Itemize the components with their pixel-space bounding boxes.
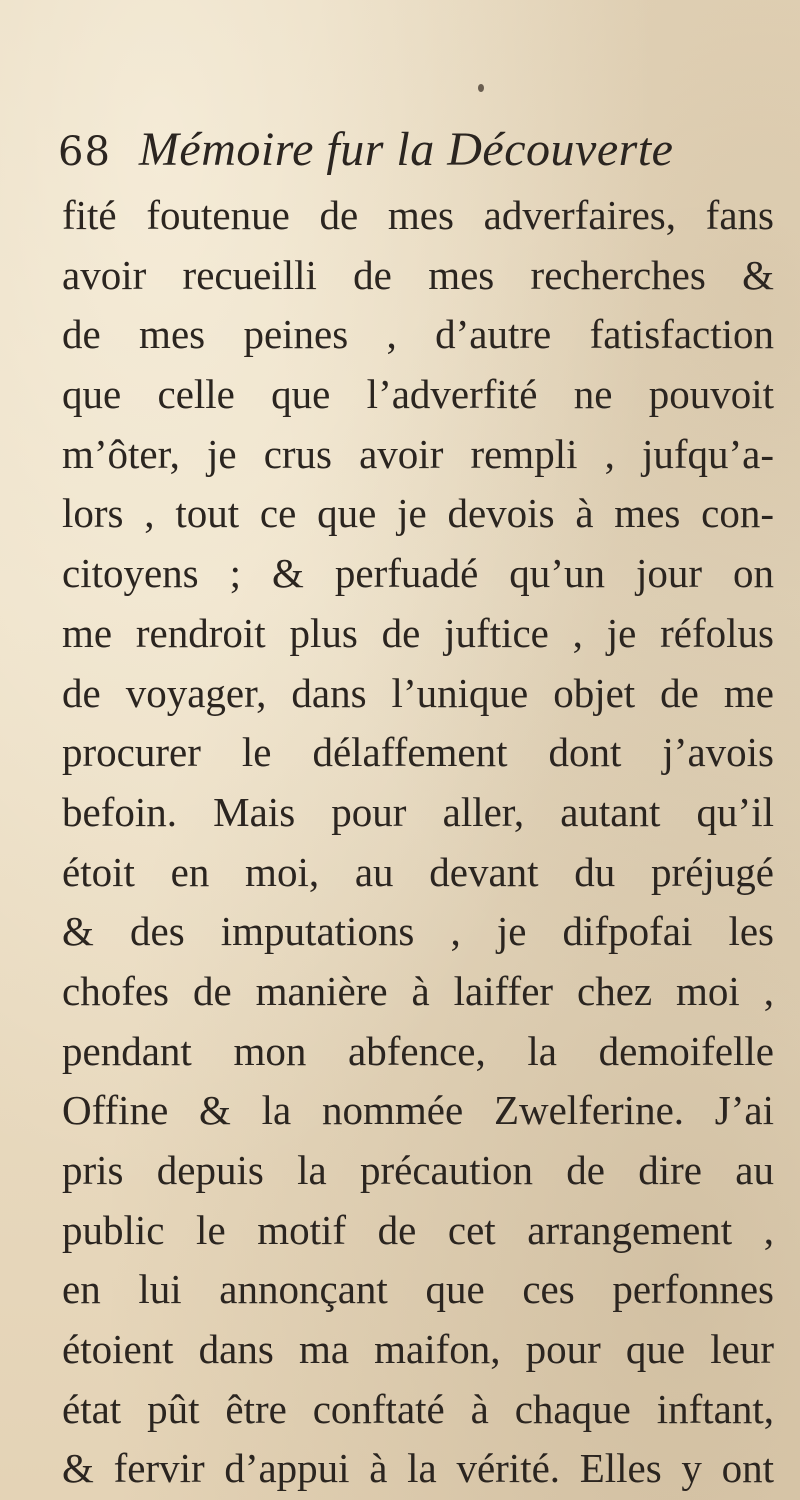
text-line: citoyens ; & perfuadé qu’un jour on <box>62 550 774 597</box>
page-number: 68 <box>58 129 111 175</box>
text-line: de mes peines , d’autre fatisfaction <box>62 311 774 358</box>
text-line: m’ôter, je crus avoir rempli , jufqu’a- <box>62 430 774 477</box>
text-line: étoit en moi, au devant du préjugé <box>62 848 774 895</box>
text-line: pendant mon abfence, la demoifelle <box>62 1027 774 1074</box>
running-header <box>58 122 778 182</box>
text-line: me rendroit plus de juftice , je réfolus <box>62 609 774 656</box>
text-line: de voyager, dans l’unique objet de me <box>62 669 774 716</box>
text-line: en lui annonçant que ces perfonnes <box>62 1266 774 1313</box>
text-line: Offine & la nommée Zwelferine. J’ai <box>62 1087 774 1134</box>
text-line: & des imputations , je difpofai les <box>62 908 774 955</box>
text-line: état pût être conftaté à chaque inftant, <box>62 1385 774 1432</box>
text-line: public le motif de cet arrangement , <box>62 1206 774 1253</box>
ink-speck <box>478 84 484 92</box>
text-line: que celle que l’adverfité ne pouvoit <box>62 371 774 418</box>
text-line: chofes de manière à laiffer chez moi , <box>62 967 774 1014</box>
text-line: avoir recueilli de mes recherches & <box>62 251 774 298</box>
body-text <box>62 186 774 1499</box>
text-line: & fervir d’appui à la vérité. Elles y ont <box>62 1445 774 1492</box>
text-line: procurer le délaffement dont j’avois <box>62 729 774 776</box>
text-line: lors , tout ce que je devois à mes con- <box>62 490 774 537</box>
text-line: étoient dans ma maifon, pour que leur <box>62 1326 774 1373</box>
text-line: pris depuis la précaution de dire au <box>62 1147 774 1193</box>
text-line: befoin. Mais pour aller, autant qu’il <box>62 788 774 835</box>
running-title: Mémoire fur la Découverte <box>138 123 674 176</box>
text-line: fité foutenue de mes adverfaires, fans <box>62 192 774 238</box>
